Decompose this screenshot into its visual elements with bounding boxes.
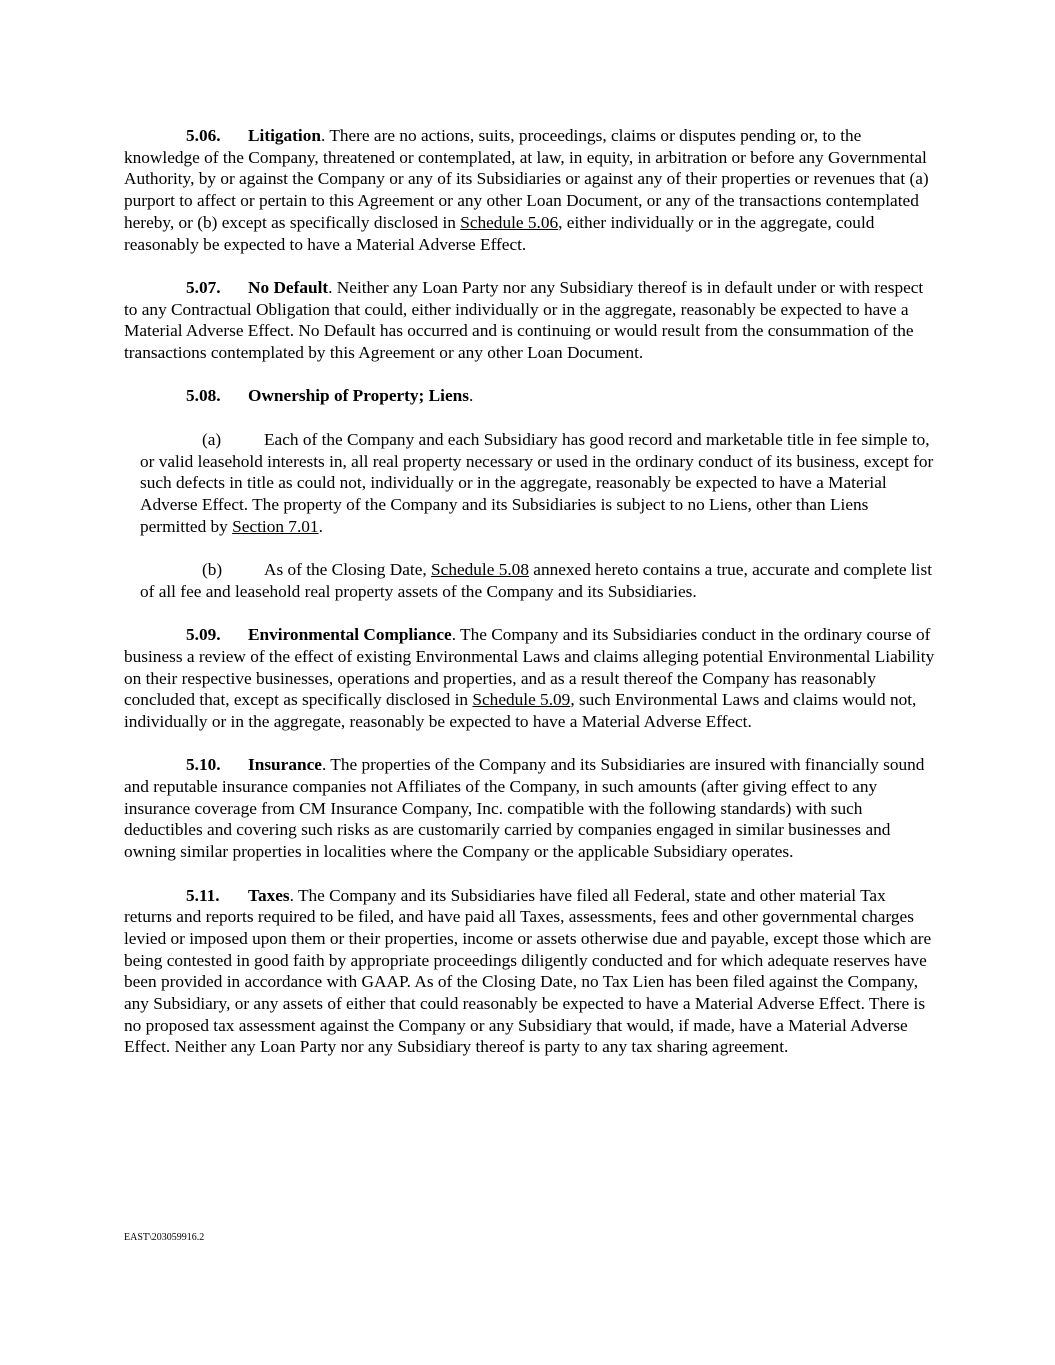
- section-text: , such Environmental Laws and claims would not, individually or in the aggregate, reasonably be expected to have a Material Adverse Effect.: [124, 690, 917, 731]
- section-title: Ownership of Property; Liens: [248, 386, 469, 406]
- subsection-text: .: [318, 516, 323, 536]
- subsection-text: As of the Closing Date,: [264, 560, 432, 579]
- section-text: , either individually or in the aggregate, could reasonably be expected to have a Material Adverse Effect.: [124, 212, 875, 254]
- section-5-09: [124, 624, 936, 733]
- subsection-5-08-a: [140, 429, 936, 538]
- section-text: . The properties of the Company and its Subsidiaries are insured with financially sound and reputable insurance companies not Affiliates of the Company, in such amounts (after giving effect to any insurance coverage from CM Insurance Company, Inc. compatible with the following standards) with such deductibles and covering such risks as are customarily carried by companies engaged in similar businesses and owning similar properties in localities where the Company or the applicable Subsidiary operates.: [124, 755, 925, 862]
- section-title-end: .: [468, 386, 474, 406]
- schedule-reference: Schedule 5.09: [472, 690, 571, 710]
- section-number: 5.06.: [186, 126, 221, 145]
- section-text: . The Company and its Subsidiaries have filed all Federal, state and other material Tax returns and reports required to be filed, and have paid all Taxes, assessments, fees and other governmental charges levied or imposed upon them or their properties, income or assets otherwise due and payable, except those which are being contested in good faith by appropriate proceedings diligently conducted and for which adequate reserves have been provided in accordance with GAAP. As of the Closing Date, no Tax Lien has been filed against the Company, any Subsidiary, or any assets of either that could reasonably be expected to have a Material Adverse Effect. There is no proposed tax assessment against the Company or any Subsidiary that would, if made, have a Material Adverse Effect. Neither any Loan Party nor any Subsidiary thereof is party to any tax sharing agreement.: [124, 885, 932, 1057]
- section-title: Insurance: [248, 755, 322, 775]
- section-number: 5.09.: [186, 625, 221, 645]
- section-5-11: [124, 885, 936, 1059]
- document-id-footer: EAST\203059916.2: [124, 1232, 205, 1243]
- section-5-10: [124, 754, 936, 863]
- subsection-label: (b): [202, 560, 223, 579]
- section-5-08: [124, 385, 936, 407]
- subsection-label: (a): [202, 429, 222, 449]
- subsection-text: annexed hereto contains a true, accurate and complete list of all fee and leasehold real property assets of the Company and its Subsidiaries.: [140, 560, 933, 601]
- section-5-07: [124, 277, 936, 364]
- section-title: Litigation: [248, 126, 321, 145]
- section-text: . The Company and its Subsidiaries conduct in the ordinary course of business a review of the effect of existing Environmental Laws and claims alleging potential Environmental Liability on their respective businesses, operations and properties, and as a result thereof the Company has reasonably concluded that, except as specifically disclosed in: [124, 625, 935, 710]
- document-body: [124, 125, 936, 1080]
- section-number: 5.10.: [186, 755, 221, 775]
- subsection-text: Each of the Company and each Subsidiary has good record and marketable title in fee simple to, or valid leasehold interests in, all real property necessary or used in the ordinary conduct of its business, except for such defects in title as could not, individually or in the aggregate, reasonably be expected to have a Material Adverse Effect. The property of the Company and its Subsidiaries is subject to no Liens, other than Liens permitted by: [140, 429, 934, 536]
- section-title: Taxes: [248, 885, 290, 905]
- section-title: No Default: [248, 277, 329, 297]
- section-reference: Section 7.01: [232, 516, 319, 536]
- section-title: Environmental Compliance: [248, 625, 452, 645]
- section-number: 5.11.: [186, 885, 220, 905]
- section-text: . Neither any Loan Party nor any Subsidiary thereof is in default under or with respect to any Contractual Obligation that could, either individually or in the aggregate, reasonably be expected to have a Material Adverse Effect. No Default has occurred and is continuing or would result from the consummation of the transactions contemplated by this Agreement or any other Loan Document.: [124, 277, 924, 363]
- schedule-reference: Schedule 5.06: [460, 212, 559, 232]
- section-text: . There are no actions, suits, proceedings, claims or disputes pending or, to the knowledge of the Company, threatened or contemplated, at law, in equity, in arbitration or before any Governmental Authority, by or against the Company or any of its Subsidiaries or against any of their properties or revenues that (a) purport to affect or pertain to this Agreement or any other Loan Document, or any of the transactions contemplated hereby, or (b) except as specifically disclosed in: [124, 126, 929, 232]
- section-number: 5.07.: [186, 277, 221, 297]
- section-5-06: [124, 125, 936, 255]
- section-number: 5.08.: [186, 386, 221, 406]
- schedule-reference: Schedule 5.08: [431, 560, 529, 579]
- subsection-5-08-b: [140, 559, 936, 602]
